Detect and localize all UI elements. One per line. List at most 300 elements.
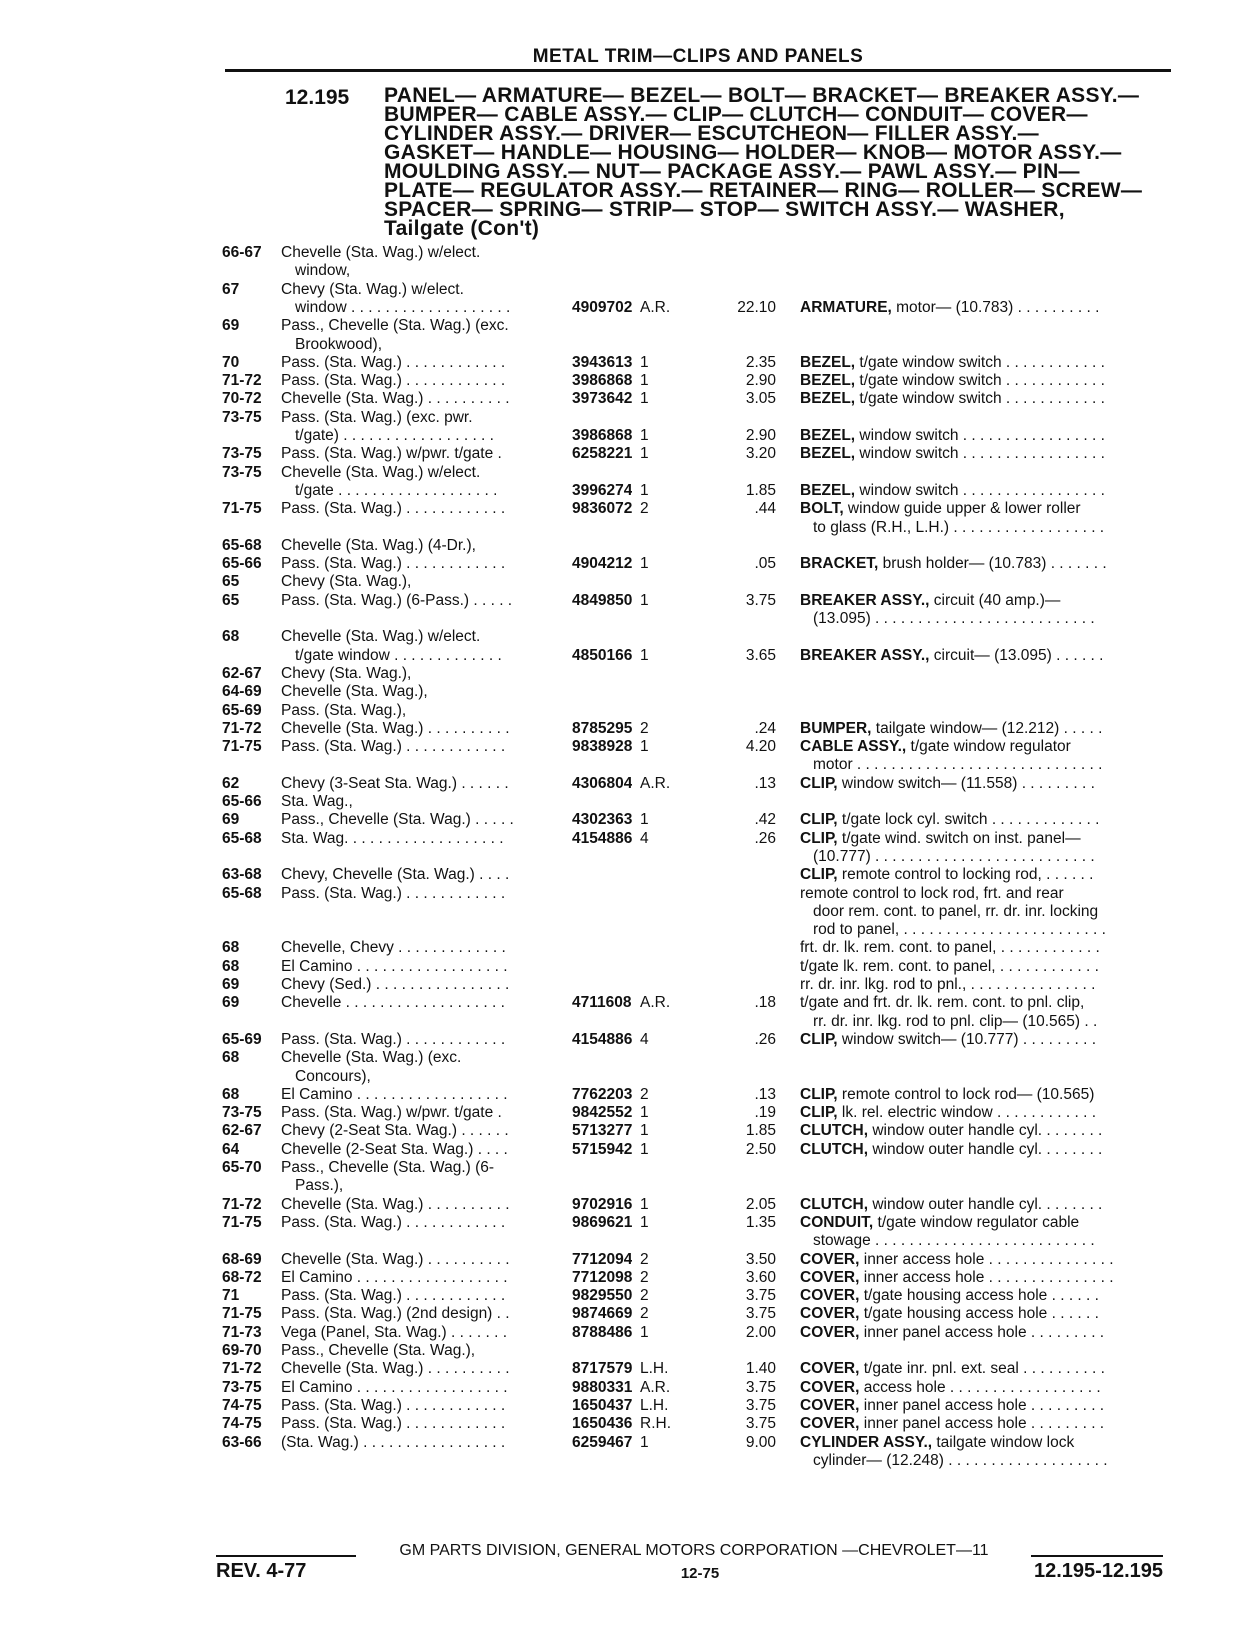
description-text: t/gate inr. pnl. ext. seal . . . . . . . . . . [859,1360,1105,1378]
year-cell: 65-70 [222,1159,262,1176]
year-cell: 71-72 [222,1360,262,1378]
description-cell [813,920,1169,939]
model-cell: Pass. (Sta. Wag.) . . . . . . . . . . . . [281,884,506,902]
quantity-cell: 1 [640,372,649,390]
part-name: CLUTCH, [800,1195,869,1213]
model-cell: Pass. (Sta. Wag.) . . . . . . . . . . . . [281,1030,506,1048]
year-cell: 68-69 [222,1250,262,1268]
part-name: BEZEL, [800,481,856,499]
year-cell: 68-72 [222,1268,262,1286]
table-row [0,444,1243,463]
table-row [0,1048,1243,1067]
quantity-cell: 2 [640,1305,649,1323]
year-cell: 69-70 [222,1342,262,1359]
page-header-title: METAL TRIM—CLIPS AND PANELS [532,46,864,67]
part-number-cell: 9838928 [572,738,633,756]
table-row [0,353,1243,372]
part-number-cell: 9836072 [572,500,633,518]
year-cell: 65-69 [222,1030,262,1048]
model-cell: Chevy (Sta. Wag.), [281,664,412,682]
quantity-cell: 1 [640,390,649,408]
year-cell: 65-68 [222,829,262,847]
description-cell [800,884,1169,903]
year-cell: 65 [222,573,240,591]
quantity-cell: A.R. [640,1378,671,1396]
description-cell [800,1103,1169,1122]
description-text: motor— (10.783) . . . . . . . . . . [891,298,1100,316]
year-cell: 65-68 [222,884,262,902]
model-cell: Pass., Chevelle (Sta. Wag.) (exc. [281,317,509,335]
table-row [0,371,1243,390]
quantity-cell: 4 [640,829,649,847]
model-cell: Pass. (Sta. Wag.) . . . . . . . . . . . . [281,1287,506,1305]
description-text: t/gate window switch . . . . . . . . . . . . [855,390,1105,408]
table-row [0,1121,1243,1140]
table-row [0,316,1243,335]
quantity-cell: 1 [640,1122,649,1140]
year-cell: 62-67 [222,1122,262,1140]
quantity-cell: 2 [640,1250,649,1268]
part-number-cell: 9874669 [572,1305,633,1323]
description-text: window switch . . . . . . . . . . . . . . . . . [855,427,1105,444]
table-row [0,1231,1243,1250]
description-cell [813,609,1169,628]
year-cell: 70 [222,353,240,371]
description-cell [800,1396,1169,1415]
description-text: access hole . . . . . . . . . . . . . . . . . . [859,1378,1101,1396]
model-cell: Chevelle (Sta. Wag.) . . . . . . . . . . [281,390,510,408]
part-name: CLIP, [800,1030,838,1048]
description-cell [800,499,1169,518]
part-name: BEZEL, [800,427,856,444]
model-cell: Chevy (3-Seat Sta. Wag.) . . . . . . [281,774,509,792]
part-number-cell: 4909702 [572,298,633,316]
part-name: BEZEL, [800,353,856,371]
year-cell: 66-67 [222,244,262,261]
model-cell: El Camino . . . . . . . . . . . . . . . . . . [281,957,508,975]
description-text: door rem. cont. to panel, rr. dr. inr. locking [813,902,1099,920]
model-cell: Pass. (Sta. Wag.) . . . . . . . . . . . . [281,1396,506,1414]
description-cell [800,1213,1169,1232]
table-row [0,389,1243,408]
description-text: remote control to lock rod, frt. and rear [800,884,1064,902]
table-row [0,865,1243,884]
quantity-cell: 1 [640,1104,649,1122]
price-cell: 3.50 [745,1250,776,1268]
description-cell [800,719,1169,738]
part-name: ARMATURE, [800,298,892,316]
description-text: motor . . . . . . . . . . . . . . . . . . . . . . . . . . . . . [813,756,1103,774]
section-number: 12.195 [285,86,350,109]
quantity-cell: L.H. [640,1360,669,1378]
year-cell: 71-73 [222,1323,262,1341]
part-number-cell: 7712098 [572,1268,633,1286]
price-cell: 3.05 [745,390,776,408]
price-cell: 2.05 [745,1195,776,1213]
table-row [0,938,1243,957]
table-row [0,755,1243,774]
table-row [0,481,1243,500]
description-cell [800,1433,1169,1452]
part-name: CLIP, [800,1104,838,1122]
section-title-line: GASKET— HANDLE— HOUSING— HOLDER— KNOB— MOTOR ASSY.— [384,141,1122,164]
description-cell [800,444,1169,463]
part-number-cell: 3986868 [572,427,633,444]
price-cell: 4.20 [745,738,776,756]
part-name: CLUTCH, [800,1122,869,1140]
price-cell: .05 [754,555,776,573]
table-row [0,737,1243,756]
model-cell: Chevelle (Sta. Wag.) (4-Dr.), [281,536,476,554]
model-cell: window, [295,262,351,280]
model-cell: Concours), [295,1067,371,1085]
description-cell [800,298,1169,317]
price-cell: .44 [754,500,776,518]
model-cell: Pass. (Sta. Wag.) (exc. pwr. [281,408,473,426]
description-text: rr. dr. inr. lkg. rod to pnl. clip— (10.565) . . [813,1012,1098,1030]
year-cell: 69 [222,317,240,335]
model-cell: Chevy (Sta. Wag.) w/elect. [281,280,464,298]
part-number-cell: 3973642 [572,390,633,408]
description-cell [800,1359,1169,1378]
description-text: (10.777) . . . . . . . . . . . . . . . . . . . . . . . . . . [813,847,1095,865]
model-cell: Chevelle . . . . . . . . . . . . . . . . . . . [281,994,505,1012]
table-row [0,518,1243,537]
description-text: cylinder— (12.248) . . . . . . . . . . . . . . . . . . . [813,1451,1108,1469]
table-row [0,920,1243,939]
model-cell: El Camino . . . . . . . . . . . . . . . . . . [281,1378,508,1396]
part-name: BREAKER ASSY., [800,646,930,664]
year-cell: 67 [222,280,240,298]
price-cell: 2.90 [745,372,776,390]
section-title-line: Tailgate (Con't) [384,217,540,240]
model-cell: Brookwood), [295,335,383,353]
table-row [0,1341,1243,1360]
part-number-cell: 5715942 [572,1140,633,1158]
part-number-cell: 8717579 [572,1360,633,1378]
model-cell: Chevelle (Sta. Wag.) . . . . . . . . . . [281,719,510,737]
price-cell: 3.75 [745,1287,776,1305]
price-cell: 3.75 [745,1378,776,1396]
table-row [0,1378,1243,1397]
part-name: BEZEL, [800,445,856,463]
model-cell: Pass. (Sta. Wag.) w/pwr. t/gate . [281,1104,502,1122]
description-cell [800,1085,1169,1104]
part-name: CLIP, [800,774,838,792]
part-name: COVER, [800,1305,860,1323]
table-row [0,591,1243,610]
table-row [0,1158,1243,1177]
model-cell: Chevy (Sta. Wag.), [281,573,412,591]
model-cell: Pass. (Sta. Wag.) w/pwr. t/gate . [281,445,502,463]
description-cell [800,737,1169,756]
part-name: COVER, [800,1378,860,1396]
quantity-cell: 1 [640,555,649,573]
model-cell: Chevelle (Sta. Wag.) (exc. [281,1049,462,1067]
description-text: to glass (R.H., L.H.) . . . . . . . . . . . . . . . . . . [813,518,1105,536]
model-cell: Chevelle (Sta. Wag.) . . . . . . . . . . [281,1195,510,1213]
year-cell: 62-67 [222,664,262,682]
model-cell: Chevelle (Sta. Wag.) w/elect. [281,463,481,481]
table-row [0,682,1243,701]
year-cell: 71 [222,1287,240,1305]
description-text: window switch— (11.558) . . . . . . . . . [837,774,1095,792]
part-number-cell: 6259467 [572,1433,633,1451]
quantity-cell: A.R. [640,298,671,316]
model-cell: t/gate . . . . . . . . . . . . . . . . . . . [295,481,498,499]
description-text: window switch . . . . . . . . . . . . . . . . . [855,445,1105,463]
part-number-cell: 3943613 [572,353,633,371]
price-cell: 9.00 [745,1433,776,1451]
description-cell [800,829,1169,848]
year-cell: 71-75 [222,738,262,756]
description-text: tailgate window lock [932,1433,1075,1451]
year-cell: 69 [222,976,240,993]
description-text: t/gate and frt. dr. lk. rem. cont. to pnl. clip, [800,994,1085,1012]
price-cell: 3.75 [745,1415,776,1433]
table-row [0,810,1243,829]
price-cell: 3.65 [745,646,776,664]
description-text: window switch— (10.777) . . . . . . . . . [837,1030,1097,1048]
footer-section-ref: 12.195-12.195 [1033,1560,1163,1582]
description-text: t/gate housing access hole . . . . . . [859,1305,1099,1323]
description-cell [800,353,1169,372]
year-cell: 71-72 [222,1195,262,1213]
description-text: window outer handle cyl. . . . . . . . [868,1195,1103,1213]
model-cell: Chevelle (2-Seat Sta. Wag.) . . . . [281,1140,508,1158]
header-rule [225,69,1171,72]
description-text: circuit (40 amp.)— [929,591,1061,609]
part-name: CLIP, [800,811,838,829]
price-cell: .42 [754,811,776,829]
part-number-cell: 7762203 [572,1085,633,1103]
year-cell: 73-75 [222,1378,262,1396]
quantity-cell: 2 [640,1268,649,1286]
description-cell [800,426,1169,445]
description-cell [800,591,1169,610]
model-cell: Chevelle (Sta. Wag.) w/elect. [281,244,481,261]
description-text: lk. rel. electric window . . . . . . . . . . . . [837,1104,1097,1122]
description-text: inner panel access hole . . . . . . . . . [859,1396,1105,1414]
year-cell: 71-75 [222,1213,262,1231]
price-cell: .24 [754,719,776,737]
part-name: BEZEL, [800,390,856,408]
part-name: BOLT, [800,500,844,518]
table-row [0,902,1243,921]
model-cell: Chevy (Sed.) . . . . . . . . . . . . . . . . [281,976,510,993]
description-cell [800,810,1169,829]
year-cell: 65-68 [222,536,262,554]
table-row [0,280,1243,299]
table-row [0,298,1243,317]
year-cell: 68 [222,1049,240,1067]
year-cell: 71-75 [222,1305,262,1323]
model-cell: window . . . . . . . . . . . . . . . . . . . [295,298,511,316]
description-cell [800,646,1169,665]
table-row [0,1304,1243,1323]
description-text: window guide upper & lower roller [843,500,1081,518]
model-cell: Chevelle (Sta. Wag.) . . . . . . . . . . [281,1360,510,1378]
quantity-cell: 2 [640,1085,649,1103]
price-cell: 2.35 [745,353,776,371]
part-number-cell: 4849850 [572,591,633,609]
price-cell: 3.75 [745,591,776,609]
model-cell: Chevelle (Sta. Wag.) w/elect. [281,628,481,646]
year-cell: 69 [222,811,240,829]
footer-rule-right [1031,1555,1163,1557]
part-name: COVER, [800,1360,860,1378]
table-row [0,993,1243,1012]
description-text: tailgate window— (12.212) . . . . . [871,719,1103,737]
description-cell [800,865,1169,884]
year-cell: 68 [222,939,240,957]
description-cell [800,1286,1169,1305]
model-cell: Pass., Chevelle (Sta. Wag.) . . . . . [281,811,514,829]
price-cell: 22.10 [737,298,776,316]
part-name: BEZEL, [800,372,856,390]
quantity-cell: 1 [640,427,649,444]
year-cell: 74-75 [222,1396,262,1414]
table-row [0,243,1243,262]
description-text: t/gate window regulator [906,738,1071,756]
table-row [0,463,1243,482]
quantity-cell: 2 [640,1287,649,1305]
price-cell: 2.50 [745,1140,776,1158]
part-number-cell: 5713277 [572,1122,633,1140]
quantity-cell: A.R. [640,774,671,792]
part-number-cell: 9842552 [572,1104,633,1122]
table-row [0,572,1243,591]
footer-revision: REV. 4-77 [216,1560,307,1582]
description-cell [800,1323,1169,1342]
quantity-cell: 1 [640,445,649,463]
part-name: COVER, [800,1250,860,1268]
description-text: frt. dr. lk. rem. cont. to panel, . . . . . . . . . . . . [800,939,1100,957]
table-row [0,408,1243,427]
model-cell: Chevy (2-Seat Sta. Wag.) . . . . . . [281,1122,509,1140]
table-row [0,335,1243,354]
description-cell [800,1378,1169,1397]
model-cell: Pass. (Sta. Wag.) . . . . . . . . . . . . [281,738,506,756]
description-text: t/gate window switch . . . . . . . . . . . . [855,353,1105,371]
model-cell: Chevelle (Sta. Wag.) . . . . . . . . . . [281,1250,510,1268]
price-cell: 1.35 [745,1213,776,1231]
part-number-cell: 4904212 [572,555,633,573]
table-row [0,774,1243,793]
year-cell: 68 [222,957,240,975]
description-text: inner panel access hole . . . . . . . . . [859,1415,1105,1433]
table-row [0,1030,1243,1049]
description-text: remote control to locking rod, . . . . . . [837,866,1094,884]
year-cell: 73-75 [222,1104,262,1122]
part-number-cell: 9702916 [572,1195,633,1213]
description-text: brush holder— (10.783) . . . . . . . [878,555,1107,573]
description-cell [813,755,1169,774]
year-cell: 65 [222,591,240,609]
table-row [0,847,1243,866]
description-text: t/gate window regulator cable [873,1213,1080,1231]
part-name: COVER, [800,1396,860,1414]
price-cell: .18 [754,994,776,1012]
section-title-line: BUMPER— CABLE ASSY.— CLIP— CLUTCH— CONDUIT— COVER— [384,103,1088,126]
part-number-cell: 4302363 [572,811,633,829]
part-number-cell: 9829550 [572,1287,633,1305]
description-cell [800,1414,1169,1433]
description-text: t/gate window switch . . . . . . . . . . . . [855,372,1105,390]
quantity-cell: 1 [640,1213,649,1231]
part-name: COVER, [800,1323,860,1341]
part-name: BUMPER, [800,719,872,737]
year-cell: 70-72 [222,390,262,408]
part-number-cell: 6258221 [572,445,633,463]
model-cell: Pass. (Sta. Wag.) . . . . . . . . . . . . [281,353,506,371]
table-row [0,1195,1243,1214]
model-cell: Pass. (Sta. Wag.) . . . . . . . . . . . . [281,1415,506,1433]
model-cell: t/gate window . . . . . . . . . . . . . [295,646,502,664]
description-cell [813,902,1169,921]
table-row [0,627,1243,646]
part-name: CLUTCH, [800,1140,869,1158]
quantity-cell: 1 [640,353,649,371]
model-cell: Pass. (Sta. Wag.), [281,701,407,719]
table-row [0,701,1243,720]
model-cell: El Camino . . . . . . . . . . . . . . . . . . [281,1085,508,1103]
model-cell: El Camino . . . . . . . . . . . . . . . . . . [281,1268,508,1286]
year-cell: 73-75 [222,408,262,426]
price-cell: 1.85 [745,1122,776,1140]
part-number-cell: 3986868 [572,372,633,390]
quantity-cell: L.H. [640,1396,669,1414]
model-cell: Vega (Panel, Sta. Wag.) . . . . . . . [281,1323,507,1341]
table-row [0,609,1243,628]
model-cell: Pass.), [295,1177,344,1195]
table-row [0,261,1243,280]
description-cell [813,847,1169,866]
part-number-cell: 4306804 [572,774,633,792]
description-text: window outer handle cyl. . . . . . . . [868,1140,1103,1158]
description-cell [800,481,1169,500]
part-number-cell: 1650437 [572,1396,633,1414]
description-cell [800,993,1169,1012]
description-text: inner access hole . . . . . . . . . . . . . . . [859,1268,1114,1286]
description-text: stowage . . . . . . . . . . . . . . . . . . . . . . . . . . [813,1232,1095,1250]
description-text: t/gate housing access hole . . . . . . [859,1287,1099,1305]
year-cell: 64 [222,1140,240,1158]
description-cell [800,1250,1169,1269]
year-cell: 64-69 [222,683,262,701]
table-row [0,1250,1243,1269]
section-title-line: MOULDING ASSY.— NUT— PACKAGE ASSY.— PAWL ASSY.— PIN— [384,160,1080,183]
table-row [0,719,1243,738]
table-row [0,884,1243,903]
description-text: window switch . . . . . . . . . . . . . . . . . [855,481,1105,499]
model-cell: Pass. (Sta. Wag.) (2nd design) . . [281,1305,510,1323]
table-row [0,1396,1243,1415]
quantity-cell: 4 [640,1030,649,1048]
description-text: inner panel access hole . . . . . . . . . [859,1323,1105,1341]
table-row [0,1359,1243,1378]
table-row [0,957,1243,976]
description-text: remote control to lock rod— (10.565) [837,1085,1095,1103]
model-cell: Pass. (Sta. Wag.) . . . . . . . . . . . . [281,1213,506,1231]
model-cell: Pass. (Sta. Wag.) (6-Pass.) . . . . . [281,591,513,609]
description-cell [800,1268,1169,1287]
part-number-cell: 1650436 [572,1415,633,1433]
footer-publisher: GM PARTS DIVISION, GENERAL MOTORS CORPORATION —CHEVROLET—11 [399,1542,989,1559]
year-cell: 68 [222,628,240,646]
part-number-cell: 4154886 [572,829,633,847]
table-row [0,792,1243,811]
